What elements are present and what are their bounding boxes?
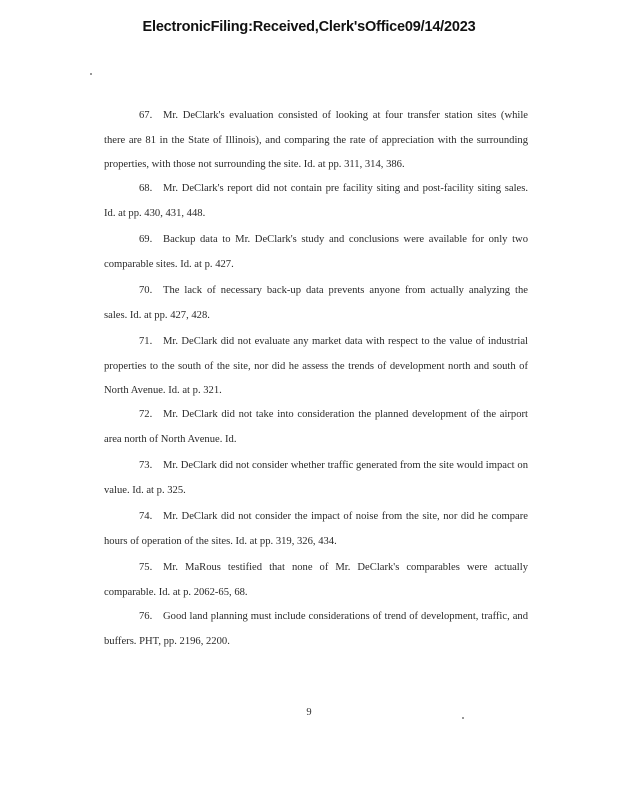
paragraph-75 [104, 556, 528, 605]
paragraph-text: Mr. DeClark did not take into consideration the planned development of the airport area north of North Avenue. Id. [104, 409, 528, 445]
paragraph-67 [104, 104, 528, 178]
paragraph-text: Mr. DeClark's report did not contain pre facility siting and post-facility siting sales. Id. at pp. 430, 431, 448. [104, 183, 528, 219]
paragraph-text: Mr. MaRous testified that none of Mr. DeClark's comparables were actually comparable. Id. at p. 2062-65, 68. [104, 562, 528, 598]
paragraph-number: 73. [139, 460, 153, 471]
paragraph-74 [104, 505, 528, 554]
paragraph-text: Mr. DeClark did not consider whether traffic generated from the site would impact on value. Id. at p. 325. [104, 460, 528, 496]
scan-speck [462, 717, 464, 719]
paragraph-number: 69. [139, 234, 153, 245]
paragraph-text: Backup data to Mr. DeClark's study and conclusions were available for only two comparable sites. Id. at p. 427. [104, 234, 528, 270]
page-number: 9 [306, 707, 312, 718]
paragraph-69 [104, 228, 528, 277]
paragraph-number: 75. [139, 562, 153, 573]
paragraph-number: 76. [139, 611, 153, 622]
paragraph-number: 71. [139, 336, 153, 347]
paragraph-text: Good land planning must include considerations of trend of development, traffic, and buffers. PHT, pp. 2196, 2200. [104, 611, 528, 647]
paragraph-text: Mr. DeClark's evaluation consisted of looking at four transfer station sites (while there are 81 in the State of Illinois), and comparing the rate of appreciation with the surrounding properties, with those not surrounding the site. Id. at pp. 311, 314, 386. [104, 110, 528, 170]
paragraph-73 [104, 454, 528, 503]
paragraph-number: 72. [139, 409, 153, 420]
paragraph-number: 70. [139, 285, 153, 296]
paragraph-71 [104, 330, 528, 404]
paragraph-number: 67. [139, 110, 153, 121]
paragraph-text: Mr. DeClark did not consider the impact of noise from the site, nor did he compare hours of operation of the sites. Id. at pp. 319, 326, 434. [104, 511, 528, 547]
paragraph-68 [104, 177, 528, 226]
paragraph-number: 74. [139, 511, 153, 522]
paragraph-76 [104, 605, 528, 654]
scan-speck [90, 73, 92, 75]
electronic-filing-stamp: ElectronicFiling:Received,Clerk'sOffice09/14/2023 [142, 19, 476, 35]
paragraph-72 [104, 403, 528, 452]
paragraph-number: 68. [139, 183, 153, 194]
paragraph-text: The lack of necessary back-up data prevents anyone from actually analyzing the sales. Id. at pp. 427, 428. [104, 285, 528, 321]
paragraph-70 [104, 279, 528, 328]
paragraph-text: Mr. DeClark did not evaluate any market data with respect to the value of industrial properties to the south of the site, nor did he assess the trends of development north and south of North Avenue. Id. at p. 321. [104, 336, 528, 396]
